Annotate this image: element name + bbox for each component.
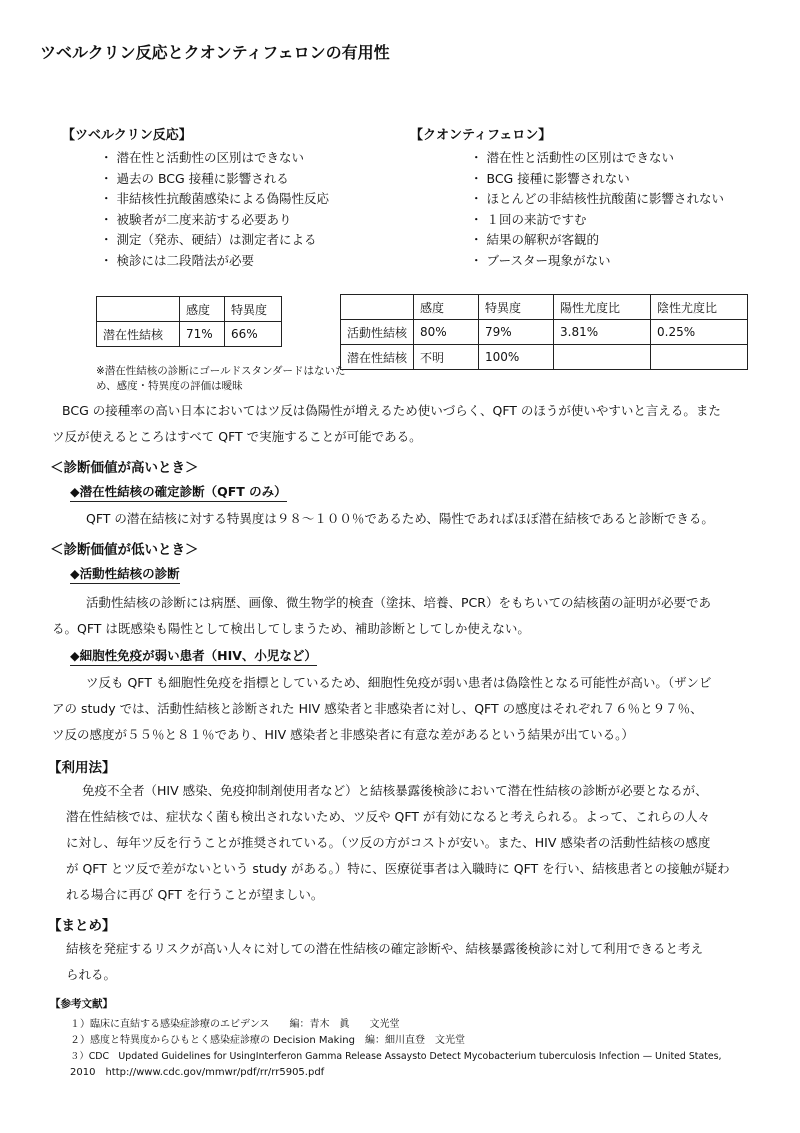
table-cell: 感度 xyxy=(180,297,225,322)
table-cell xyxy=(554,345,651,370)
reference-3-line-2: 2010 http://www.cdc.gov/mmwr/pdf/rr/rr5905.pdf xyxy=(70,1067,325,1078)
usage-line-3: に対し、毎年ツ反を行うことが推奨されている。（ツ反の方がコストが安い。また、HIV 感染者の活動性結核の感度 xyxy=(66,835,711,850)
table-cell: 不明 xyxy=(414,345,479,370)
table-cell: 活動性結核 xyxy=(341,320,414,345)
table-cell: 特異度 xyxy=(479,295,554,320)
qft-features-list xyxy=(470,148,724,271)
list-item: ・ 被験者が二度来訪する必要あり xyxy=(100,211,292,227)
list-item: ・ 潜在性と活動性の区別はできない xyxy=(470,150,674,165)
table-cell: 潜在性結核 xyxy=(97,322,180,347)
summary-line-2: られる。 xyxy=(66,967,117,982)
list-item: ・ BCG 接種に影響されない xyxy=(470,170,630,186)
table-cell xyxy=(341,295,414,320)
tst-features-list xyxy=(100,148,329,271)
summary-line-1: 結核を発症するリスクが高い人々に対しての潜在性結核の確定診断や、結核暴露後検診に対して利用できると考え xyxy=(66,941,704,956)
list-item: ・ 測定（発赤、硬結）は測定者による xyxy=(100,232,317,247)
list-item: ・ 潜在性と活動性の区別はできない xyxy=(100,150,304,165)
tst-heading: 【ツベルクリン反応】 xyxy=(62,128,192,143)
active-tb-subheading: ◆活動性結核の診断 xyxy=(70,564,180,584)
usage-heading: 【利用法】 xyxy=(48,760,116,776)
table-cell: 71% xyxy=(180,322,225,347)
intro-line-2: ツ反が使えるところはすべて QFT で実施することが可能である。 xyxy=(52,429,422,444)
summary-heading: 【まとめ】 xyxy=(48,918,116,934)
table-cell: 陰性尤度比 xyxy=(651,295,748,320)
list-item: ・ 検診には二段階法が必要 xyxy=(100,252,254,268)
high-value-text: QFT の潜在結核に対する特異度は９８～１００％であるため、陽性であればほぼ潜在結核であると診断できる。 xyxy=(86,511,714,526)
table-cell: 100% xyxy=(479,345,554,370)
list-item: ・ １回の来訪ですむ xyxy=(470,211,587,227)
table-cell: 潜在性結核 xyxy=(341,345,414,370)
list-item: ・ 非結核性抗酸菌感染による偽陽性反応 xyxy=(100,191,329,206)
table-cell: 0.25% xyxy=(651,320,748,345)
usage-line-4: が QFT とツ反で差がないという study がある。）特に、医療従事者は入職時に QFT を行い、結核患者との接触が疑わ xyxy=(66,861,730,876)
reference-2: ２）感度と特異度からひもとく感染症診療の Decision Making 編：細川直登 文光堂 xyxy=(70,1035,465,1046)
high-value-heading: ＜診断価値が高いとき＞ xyxy=(50,460,199,476)
active-tb-text-1: 活動性結核の診断には病歴、画像、微生物学的検査（塗抹、培養、PCR）をもちいての結核菌の証明が必要であ xyxy=(86,595,711,610)
table-row xyxy=(341,345,748,370)
list-item: ・ 結果の解釈が客観的 xyxy=(470,232,599,247)
table-cell: 感度 xyxy=(414,295,479,320)
reference-3-line-1: ３）CDC Updated Guidelines for UsingInterferon Gamma Release Assaysto Detect Mycobacterium tuberculosis Infection — United States, xyxy=(70,1051,722,1062)
low-value-heading: ＜診断価値が低いとき＞ xyxy=(50,542,199,558)
table-cell: 79% xyxy=(479,320,554,345)
usage-line-2: 潜在性結核では、症状なく菌も検出されないため、ツ反や QFT が有効になると考えられる。よって、これらの人々 xyxy=(66,809,711,824)
usage-line-1: 免疫不全者（HIV 感染、免疫抑制剤使用者など）と結核暴露後検診において潜在性結核の診断が必要となるが、 xyxy=(82,783,708,798)
table-row xyxy=(341,320,748,345)
weak-immunity-text-2: アの study では、活動性結核と診断された HIV 感染者と非感染者に対し、QFT の感度はそれぞれ７６％と９７％、 xyxy=(52,701,703,716)
table-cell: 80% xyxy=(414,320,479,345)
tst-table xyxy=(96,296,282,347)
reference-1: １）臨床に直結する感染症診療のエビデンス 編：青木 眞 文光堂 xyxy=(70,1019,400,1030)
table-cell xyxy=(97,297,180,322)
table-header-row xyxy=(97,297,282,322)
high-value-subheading: ◆潜在性結核の確定診断（QFT のみ） xyxy=(70,482,287,502)
active-tb-text-2: る。QFT は既感染も陽性として検出してしまうため、補助診断としてしか使えない。 xyxy=(52,621,530,636)
table-cell: 陽性尤度比 xyxy=(554,295,651,320)
page-title: ツベルクリン反応とクオンティフェロンの有用性 xyxy=(40,43,390,62)
list-item: ・ ほとんどの非結核性抗酸菌に影響されない xyxy=(470,191,724,206)
qft-table xyxy=(340,294,748,370)
list-item: ・ ブースター現象がない xyxy=(470,252,611,268)
references-heading: 【参考文献】 xyxy=(50,998,113,1010)
list-item: ・ 過去の BCG 接種に影響される xyxy=(100,170,289,186)
intro-line-1: BCG の接種率の高い日本においてはツ反は偽陽性が増えるため使いづらく、QFT のほうが使いやすいと言える。また xyxy=(62,403,721,418)
table-cell: 3.81% xyxy=(554,320,651,345)
table-cell: 66% xyxy=(225,322,282,347)
usage-line-5: れる場合に再び QFT を行うことが望ましい。 xyxy=(66,887,324,902)
weak-immunity-subheading: ◆細胞性免疫が弱い患者（HIV、小児など） xyxy=(70,646,317,666)
table-row xyxy=(97,322,282,347)
weak-immunity-text-1: ツ反も QFT も細胞性免疫を指標としているため、細胞性免疫が弱い患者は偽陰性となる可能性が高い。（ザンビ xyxy=(86,675,712,690)
tst-table-note: ※潜在性結核の診断にゴールドスタンダードはないため、感度・特異度の評価は曖昧 xyxy=(96,365,346,392)
table-header-row xyxy=(341,295,748,320)
weak-immunity-text-3: ツ反の感度が５５％と８１％であり、HIV 感染者と非感染者に有意な差があるという結果が出ている。） xyxy=(52,727,634,742)
table-cell xyxy=(651,345,748,370)
table-cell: 特異度 xyxy=(225,297,282,322)
qft-heading: 【クオンティフェロン】 xyxy=(410,128,552,143)
